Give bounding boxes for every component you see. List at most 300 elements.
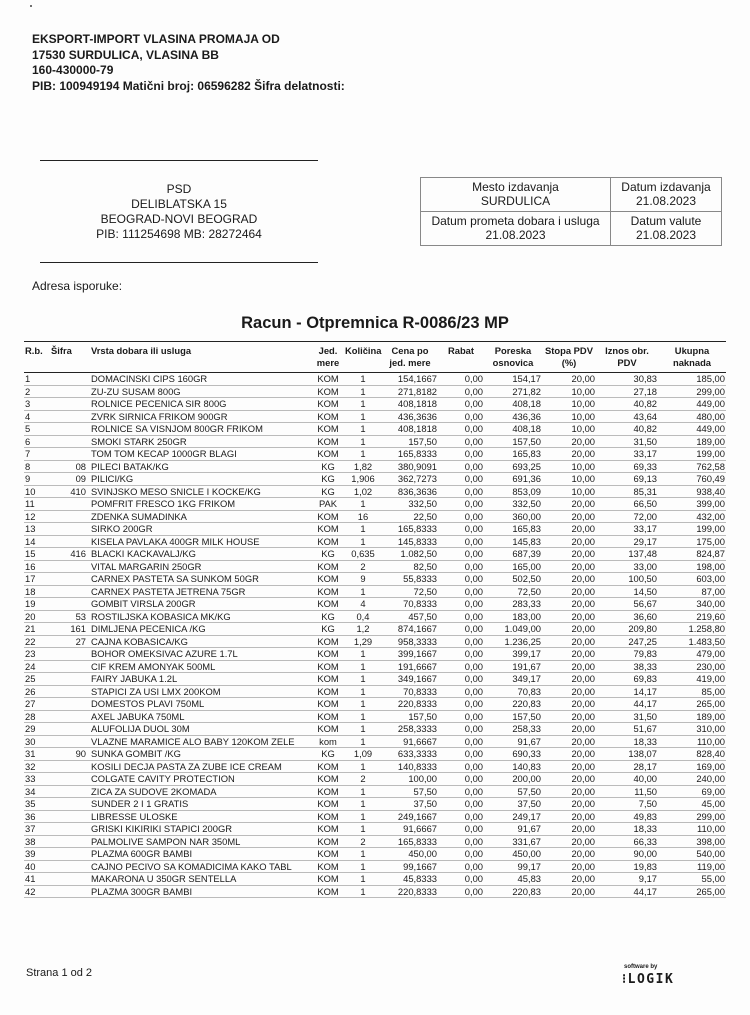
table-row	[24, 648, 726, 661]
row-sifra: 416	[70, 548, 86, 559]
row-base: 157,50	[512, 435, 541, 447]
row-price: 140,8333	[397, 760, 437, 772]
table-row	[24, 848, 726, 861]
row-price: 332,50	[408, 498, 437, 509]
row-sifra: 08	[75, 460, 86, 472]
row-rabat: 0,00	[464, 560, 483, 572]
row-rabat: 0,00	[464, 610, 483, 622]
table-row	[24, 373, 726, 386]
row-price: 165,8333	[397, 835, 437, 847]
row-rate: 20,00	[571, 723, 595, 734]
row-rabat: 0,00	[464, 735, 483, 747]
row-qty: 1	[360, 810, 366, 822]
row-rate: 20,00	[571, 535, 595, 547]
row-rb: 38	[25, 835, 36, 847]
row-sifra	[50, 785, 90, 798]
row-total: 762,58	[696, 460, 725, 472]
row-rate: 20,00	[571, 710, 595, 722]
table-row	[24, 885, 726, 898]
row-base: 249,17	[512, 810, 541, 822]
logo-wordmark: ⁝LOGIK	[622, 972, 675, 987]
row-total: 199,00	[696, 448, 725, 459]
row-base: 360,00	[512, 510, 541, 522]
row-unit: KOM	[317, 423, 339, 434]
row-rabat: 0,00	[464, 398, 483, 409]
row-sifra	[50, 648, 90, 661]
row-base: 99,17	[517, 860, 541, 872]
table-row	[24, 510, 726, 523]
row-rate: 20,00	[571, 648, 595, 659]
row-total: 189,00	[696, 710, 725, 722]
row-rb: 39	[25, 848, 36, 859]
row-qty: 1	[360, 410, 366, 422]
row-price: 157,50	[408, 710, 437, 722]
row-vat: 40,82	[633, 398, 657, 409]
row-rabat: 0,00	[464, 435, 483, 447]
row-base: 690,33	[512, 748, 541, 759]
row-sifra	[50, 498, 90, 511]
row-price: 408,1818	[397, 423, 437, 434]
document-title: Racun - Otpremnica R-0086/23 MP	[241, 314, 509, 332]
row-rabat: 0,00	[464, 860, 483, 872]
row-vat: 33,17	[633, 523, 657, 534]
row-total: 199,00	[696, 523, 725, 534]
table-row	[24, 448, 726, 461]
row-vat: 137,48	[628, 548, 657, 559]
row-rate: 20,00	[571, 798, 595, 809]
row-vat: 30,83	[633, 373, 657, 384]
row-vat: 209,80	[628, 623, 657, 634]
row-qty: 2	[360, 560, 366, 572]
row-sifra	[50, 573, 90, 586]
row-rabat: 0,00	[464, 410, 483, 422]
row-total: 299,00	[696, 810, 725, 822]
row-sifra	[50, 773, 90, 786]
logo-caption: software by	[624, 964, 658, 970]
row-sifra	[50, 560, 90, 573]
row-rate: 20,00	[571, 873, 595, 884]
row-qty: 1	[360, 698, 366, 709]
row-total: 69,00	[701, 785, 725, 797]
row-name: ROLNICE PECENICA SIR 800G	[91, 398, 227, 409]
row-rb: 41	[25, 873, 36, 884]
row-base: 191,67	[512, 660, 541, 672]
row-name: ROLNICE SA VISNJOM 800GR FRIKOM	[91, 423, 263, 434]
row-rabat: 0,00	[464, 385, 483, 397]
row-base: 399,17	[512, 648, 541, 659]
row-sifra	[50, 685, 90, 698]
row-price: 91,6667	[403, 735, 437, 747]
row-sifra	[50, 535, 90, 548]
row-total: 219,60	[696, 610, 725, 622]
row-base: 283,33	[512, 598, 541, 609]
table-row	[24, 548, 726, 561]
row-unit: KOM	[317, 698, 339, 709]
row-rabat: 0,00	[464, 535, 483, 547]
row-rabat: 0,00	[464, 473, 483, 484]
row-total: 480,00	[696, 410, 725, 422]
row-rabat: 0,00	[464, 660, 483, 672]
row-price: 836,3636	[397, 485, 437, 497]
row-rb: 24	[25, 660, 36, 672]
row-rb: 7	[25, 448, 31, 459]
row-base: 408,18	[512, 423, 541, 434]
row-qty: 1	[360, 385, 366, 397]
row-unit: KOM	[317, 685, 339, 697]
row-name: PALMOLIVE SAMPON NAR 350ML	[91, 835, 241, 847]
row-rate: 20,00	[571, 573, 595, 584]
row-unit: KOM	[317, 860, 339, 872]
row-rabat: 0,00	[464, 823, 483, 834]
row-qty: 1	[360, 873, 366, 884]
seller-address: 17530 SURDULICA, VLASINA BB	[32, 47, 219, 62]
row-vat: 31,50	[633, 435, 657, 447]
row-rate: 10,00	[571, 423, 595, 434]
row-rb: 9	[25, 473, 31, 484]
row-qty: 1	[360, 685, 366, 697]
row-qty: 1	[360, 523, 366, 534]
table-row	[24, 760, 726, 773]
row-price: 191,6667	[397, 660, 437, 672]
table-row	[24, 860, 726, 873]
row-base: 200,00	[512, 773, 541, 784]
row-name: VLAZNE MARAMICE ALO BABY 120KOM ZELE	[91, 735, 295, 747]
row-qty: 2	[360, 835, 366, 847]
row-qty: 1	[360, 535, 366, 547]
row-name: CARNEX PASTETA SA SUNKOM 50GR	[91, 573, 259, 584]
row-price: 1.082,50	[400, 548, 437, 559]
row-rabat: 0,00	[464, 873, 483, 884]
row-base: 1.236,25	[504, 635, 541, 647]
row-rabat: 0,00	[464, 448, 483, 459]
row-rb: 18	[25, 585, 36, 597]
row-price: 362,7273	[397, 473, 437, 484]
row-sifra	[50, 423, 90, 436]
row-base: 140,83	[512, 760, 541, 772]
row-price: 145,8333	[397, 535, 437, 547]
row-vat: 69,13	[633, 473, 657, 484]
row-qty: 1	[360, 448, 366, 459]
row-total: 119,00	[697, 860, 725, 872]
row-unit: KOM	[317, 885, 339, 897]
row-name: AXEL JABUKA 750ML	[91, 710, 185, 722]
row-total: 230,00	[696, 660, 725, 672]
row-rate: 20,00	[571, 435, 595, 447]
table-row	[24, 473, 726, 486]
row-vat: 43,64	[633, 410, 657, 422]
row-rate: 20,00	[571, 560, 595, 572]
row-name: SMOKI STARK 250GR	[91, 435, 187, 447]
row-rate: 20,00	[571, 623, 595, 634]
table-row	[24, 698, 726, 711]
row-total: 189,00	[696, 435, 725, 447]
row-rb: 15	[25, 548, 36, 559]
row-sifra	[50, 810, 90, 823]
row-vat: 38,33	[633, 660, 657, 672]
row-total: 760,49	[696, 473, 725, 484]
row-qty: 1	[360, 373, 366, 384]
row-vat: 14,50	[633, 585, 657, 597]
row-rb: 25	[25, 673, 36, 684]
row-base: 450,00	[512, 848, 541, 859]
row-name: VITAL MARGARIN 250GR	[91, 560, 202, 572]
row-rate: 20,00	[571, 498, 595, 509]
invoice-meta-table	[420, 177, 722, 246]
row-name: GOMBIT VIRSLA 200GR	[91, 598, 196, 609]
row-base: 37,50	[517, 798, 541, 809]
row-rb: 36	[25, 810, 36, 822]
row-rate: 10,00	[571, 473, 595, 484]
page-indicator: Strana 1 od 2	[26, 967, 93, 979]
row-base: 57,50	[517, 785, 541, 797]
row-vat: 9,17	[638, 873, 657, 884]
row-rb: 35	[25, 798, 36, 809]
row-qty: 1,906	[351, 473, 375, 484]
row-name: CAJNO PECIVO SA KOMADICIMA KAKO TABL	[91, 860, 292, 872]
row-qty: 1,82	[353, 460, 373, 472]
row-total: 265,00	[696, 698, 725, 709]
row-sifra	[50, 835, 90, 848]
row-sifra	[50, 385, 90, 398]
row-rb: 4	[25, 410, 31, 422]
logik-logo	[622, 964, 674, 988]
row-price: 157,50	[408, 435, 437, 447]
row-rb: 10	[25, 485, 36, 497]
row-rabat: 0,00	[464, 710, 483, 722]
row-rate: 20,00	[571, 610, 595, 622]
row-base: 45,83	[517, 873, 541, 884]
table-row	[24, 435, 726, 448]
row-sifra	[50, 523, 90, 536]
row-sifra	[50, 435, 90, 448]
row-unit: KG	[321, 610, 335, 622]
row-unit: KOM	[317, 635, 339, 647]
table-row	[24, 785, 726, 798]
table-row	[24, 835, 726, 848]
row-rb: 42	[25, 885, 36, 897]
row-sifra	[50, 698, 90, 711]
row-price: 165,8333	[397, 448, 437, 459]
row-sifra: 410	[70, 485, 86, 497]
seller-name: EKSPORT-IMPORT VLASINA PROMAJA OD	[32, 32, 280, 46]
col-vat: Iznos obr. PDV	[596, 342, 658, 373]
row-name: BLACKI KACKAVALJ/KG	[91, 548, 196, 559]
items-header-row	[24, 342, 726, 373]
row-unit: KOM	[317, 798, 339, 809]
row-qty: 1	[360, 398, 366, 409]
row-rate: 20,00	[571, 523, 595, 534]
row-rate: 20,00	[571, 835, 595, 847]
col-rate: Stopa PDV (%)	[542, 342, 596, 373]
row-vat: 79,83	[633, 648, 657, 659]
row-rate: 20,00	[571, 548, 595, 559]
table-row	[24, 460, 726, 473]
row-vat: 247,25	[628, 635, 657, 647]
turnover-date-value: 21.08.2023	[485, 228, 546, 242]
row-total: 399,00	[696, 498, 725, 509]
row-rate: 20,00	[571, 885, 595, 897]
table-row	[24, 535, 726, 548]
row-rate: 20,00	[571, 823, 595, 834]
row-base: 183,00	[512, 610, 541, 622]
row-total: 169,00	[696, 760, 725, 772]
row-rb: 13	[25, 523, 36, 534]
row-unit: KOM	[317, 398, 339, 409]
row-total: 85,00	[701, 685, 725, 697]
row-unit: KG	[321, 623, 335, 634]
row-rabat: 0,00	[464, 373, 483, 384]
row-rate: 20,00	[571, 660, 595, 672]
table-row	[24, 610, 726, 623]
row-total: 240,00	[696, 773, 725, 784]
row-sifra	[50, 848, 90, 861]
row-qty: 1	[360, 710, 366, 722]
row-price: 91,6667	[403, 823, 437, 834]
table-row	[24, 710, 726, 723]
row-rabat: 0,00	[464, 798, 483, 809]
due-date-label: Datum valute	[630, 214, 702, 228]
row-total: 110,00	[697, 823, 725, 834]
row-vat: 72,00	[633, 510, 657, 522]
row-vat: 28,17	[633, 760, 657, 772]
row-base: 91,67	[517, 823, 541, 834]
row-name: SIRKO 200GR	[91, 523, 153, 534]
row-name: ZU-ZU SUSAM 800G	[91, 385, 181, 397]
row-total: 55,00	[701, 873, 725, 884]
row-sifra	[50, 760, 90, 773]
row-price: 82,50	[413, 560, 437, 572]
row-base: 154,17	[512, 373, 541, 384]
row-price: 57,50	[413, 785, 437, 797]
row-name: DOMESTOS PLAVI 750ML	[91, 698, 205, 709]
row-price: 45,8333	[403, 873, 437, 884]
row-name: BOHOR OMEKSIVAC AZURE 1.7L	[91, 648, 238, 659]
place-label: Mesto izdavanja	[472, 180, 559, 194]
row-rabat: 0,00	[464, 723, 483, 734]
row-vat: 40,00	[633, 773, 657, 784]
row-total: 603,00	[696, 573, 725, 584]
row-rb: 11	[25, 498, 35, 509]
col-base: Poreska osnovica	[484, 342, 542, 373]
row-vat: 33,17	[633, 448, 657, 459]
row-total: 419,00	[696, 673, 725, 684]
row-total: 828,40	[696, 748, 725, 759]
row-price: 457,50	[408, 610, 437, 622]
row-vat: 44,17	[633, 698, 657, 709]
row-vat: 66,50	[633, 498, 657, 509]
table-row	[24, 798, 726, 811]
row-base: 693,25	[512, 460, 541, 472]
row-vat: 31,50	[633, 710, 657, 722]
row-rate: 20,00	[571, 448, 595, 459]
row-sifra	[50, 823, 90, 836]
table-row	[24, 673, 726, 686]
row-price: 450,00	[408, 848, 437, 859]
row-rate: 10,00	[571, 385, 595, 397]
row-rate: 20,00	[571, 785, 595, 797]
row-base: 408,18	[512, 398, 541, 409]
row-vat: 51,67	[633, 723, 657, 734]
row-price: 380,9091	[397, 460, 437, 472]
buyer-city: BEOGRAD-NOVI BEOGRAD	[100, 212, 258, 226]
row-vat: 56,67	[633, 598, 657, 609]
row-sifra	[50, 448, 90, 461]
row-vat: 36,60	[633, 610, 657, 622]
row-rabat: 0,00	[464, 673, 483, 684]
row-qty: 1	[360, 648, 366, 659]
row-rate: 20,00	[571, 760, 595, 772]
row-qty: 2	[360, 773, 366, 784]
row-sifra: 161	[70, 623, 86, 634]
row-price: 70,8333	[403, 685, 437, 697]
row-unit: KOM	[317, 873, 339, 884]
issue-date-value: 21.08.2023	[635, 194, 697, 208]
row-base: 349,17	[512, 673, 541, 684]
row-rb: 6	[25, 435, 31, 447]
row-vat: 69,33	[633, 460, 657, 472]
row-rabat: 0,00	[464, 585, 483, 597]
row-unit: KG	[321, 473, 335, 484]
row-base: 165,83	[512, 523, 541, 534]
buyer-street: DELIBLATSKA 15	[131, 197, 227, 211]
row-vat: 49,83	[633, 810, 657, 822]
row-name: PILICI/KG	[91, 473, 134, 484]
row-rabat: 0,00	[464, 685, 483, 697]
row-rb: 14	[25, 535, 36, 547]
row-total: 1.258,80	[688, 623, 725, 634]
row-unit: KG	[321, 548, 335, 559]
row-rabat: 0,00	[464, 523, 483, 534]
table-row	[24, 635, 726, 648]
row-sifra	[50, 673, 90, 686]
table-row	[24, 485, 726, 498]
row-price: 72,50	[413, 585, 437, 597]
row-name: FAIRY JABUKA 1.2L	[91, 673, 178, 684]
row-vat: 18,33	[633, 823, 657, 834]
row-qty: 1	[360, 435, 366, 447]
row-qty: 1	[360, 860, 366, 872]
row-qty: 1	[360, 735, 366, 747]
row-rate: 20,00	[571, 698, 595, 709]
row-rabat: 0,00	[464, 498, 483, 509]
row-rabat: 0,00	[464, 885, 483, 897]
row-unit: KOM	[317, 848, 339, 859]
row-unit: KOM	[317, 760, 339, 772]
row-vat: 40,82	[633, 423, 657, 434]
row-name: COLGATE CAVITY PROTECTION	[91, 773, 235, 784]
table-row	[24, 598, 726, 611]
place-cell	[421, 178, 611, 212]
row-base: 145,83	[512, 535, 541, 547]
row-unit: KOM	[317, 710, 339, 722]
row-rb: 31	[25, 748, 36, 759]
row-unit: KOM	[317, 573, 339, 584]
row-rb: 16	[25, 560, 36, 572]
row-qty: 1,29	[353, 635, 373, 647]
row-name: PILECI BATAK/KG	[91, 460, 169, 472]
row-name: CARNEX PASTETA JETRENA 75GR	[91, 585, 246, 597]
row-sifra	[50, 598, 90, 611]
row-unit: KOM	[317, 373, 339, 384]
row-rabat: 0,00	[464, 698, 483, 709]
row-sifra	[50, 398, 90, 411]
row-total: 198,00	[696, 560, 725, 572]
row-total: 87,00	[701, 585, 725, 597]
row-sifra	[50, 373, 90, 386]
row-price: 258,3333	[397, 723, 437, 734]
row-total: 432,00	[696, 510, 725, 522]
row-price: 633,3333	[397, 748, 437, 759]
